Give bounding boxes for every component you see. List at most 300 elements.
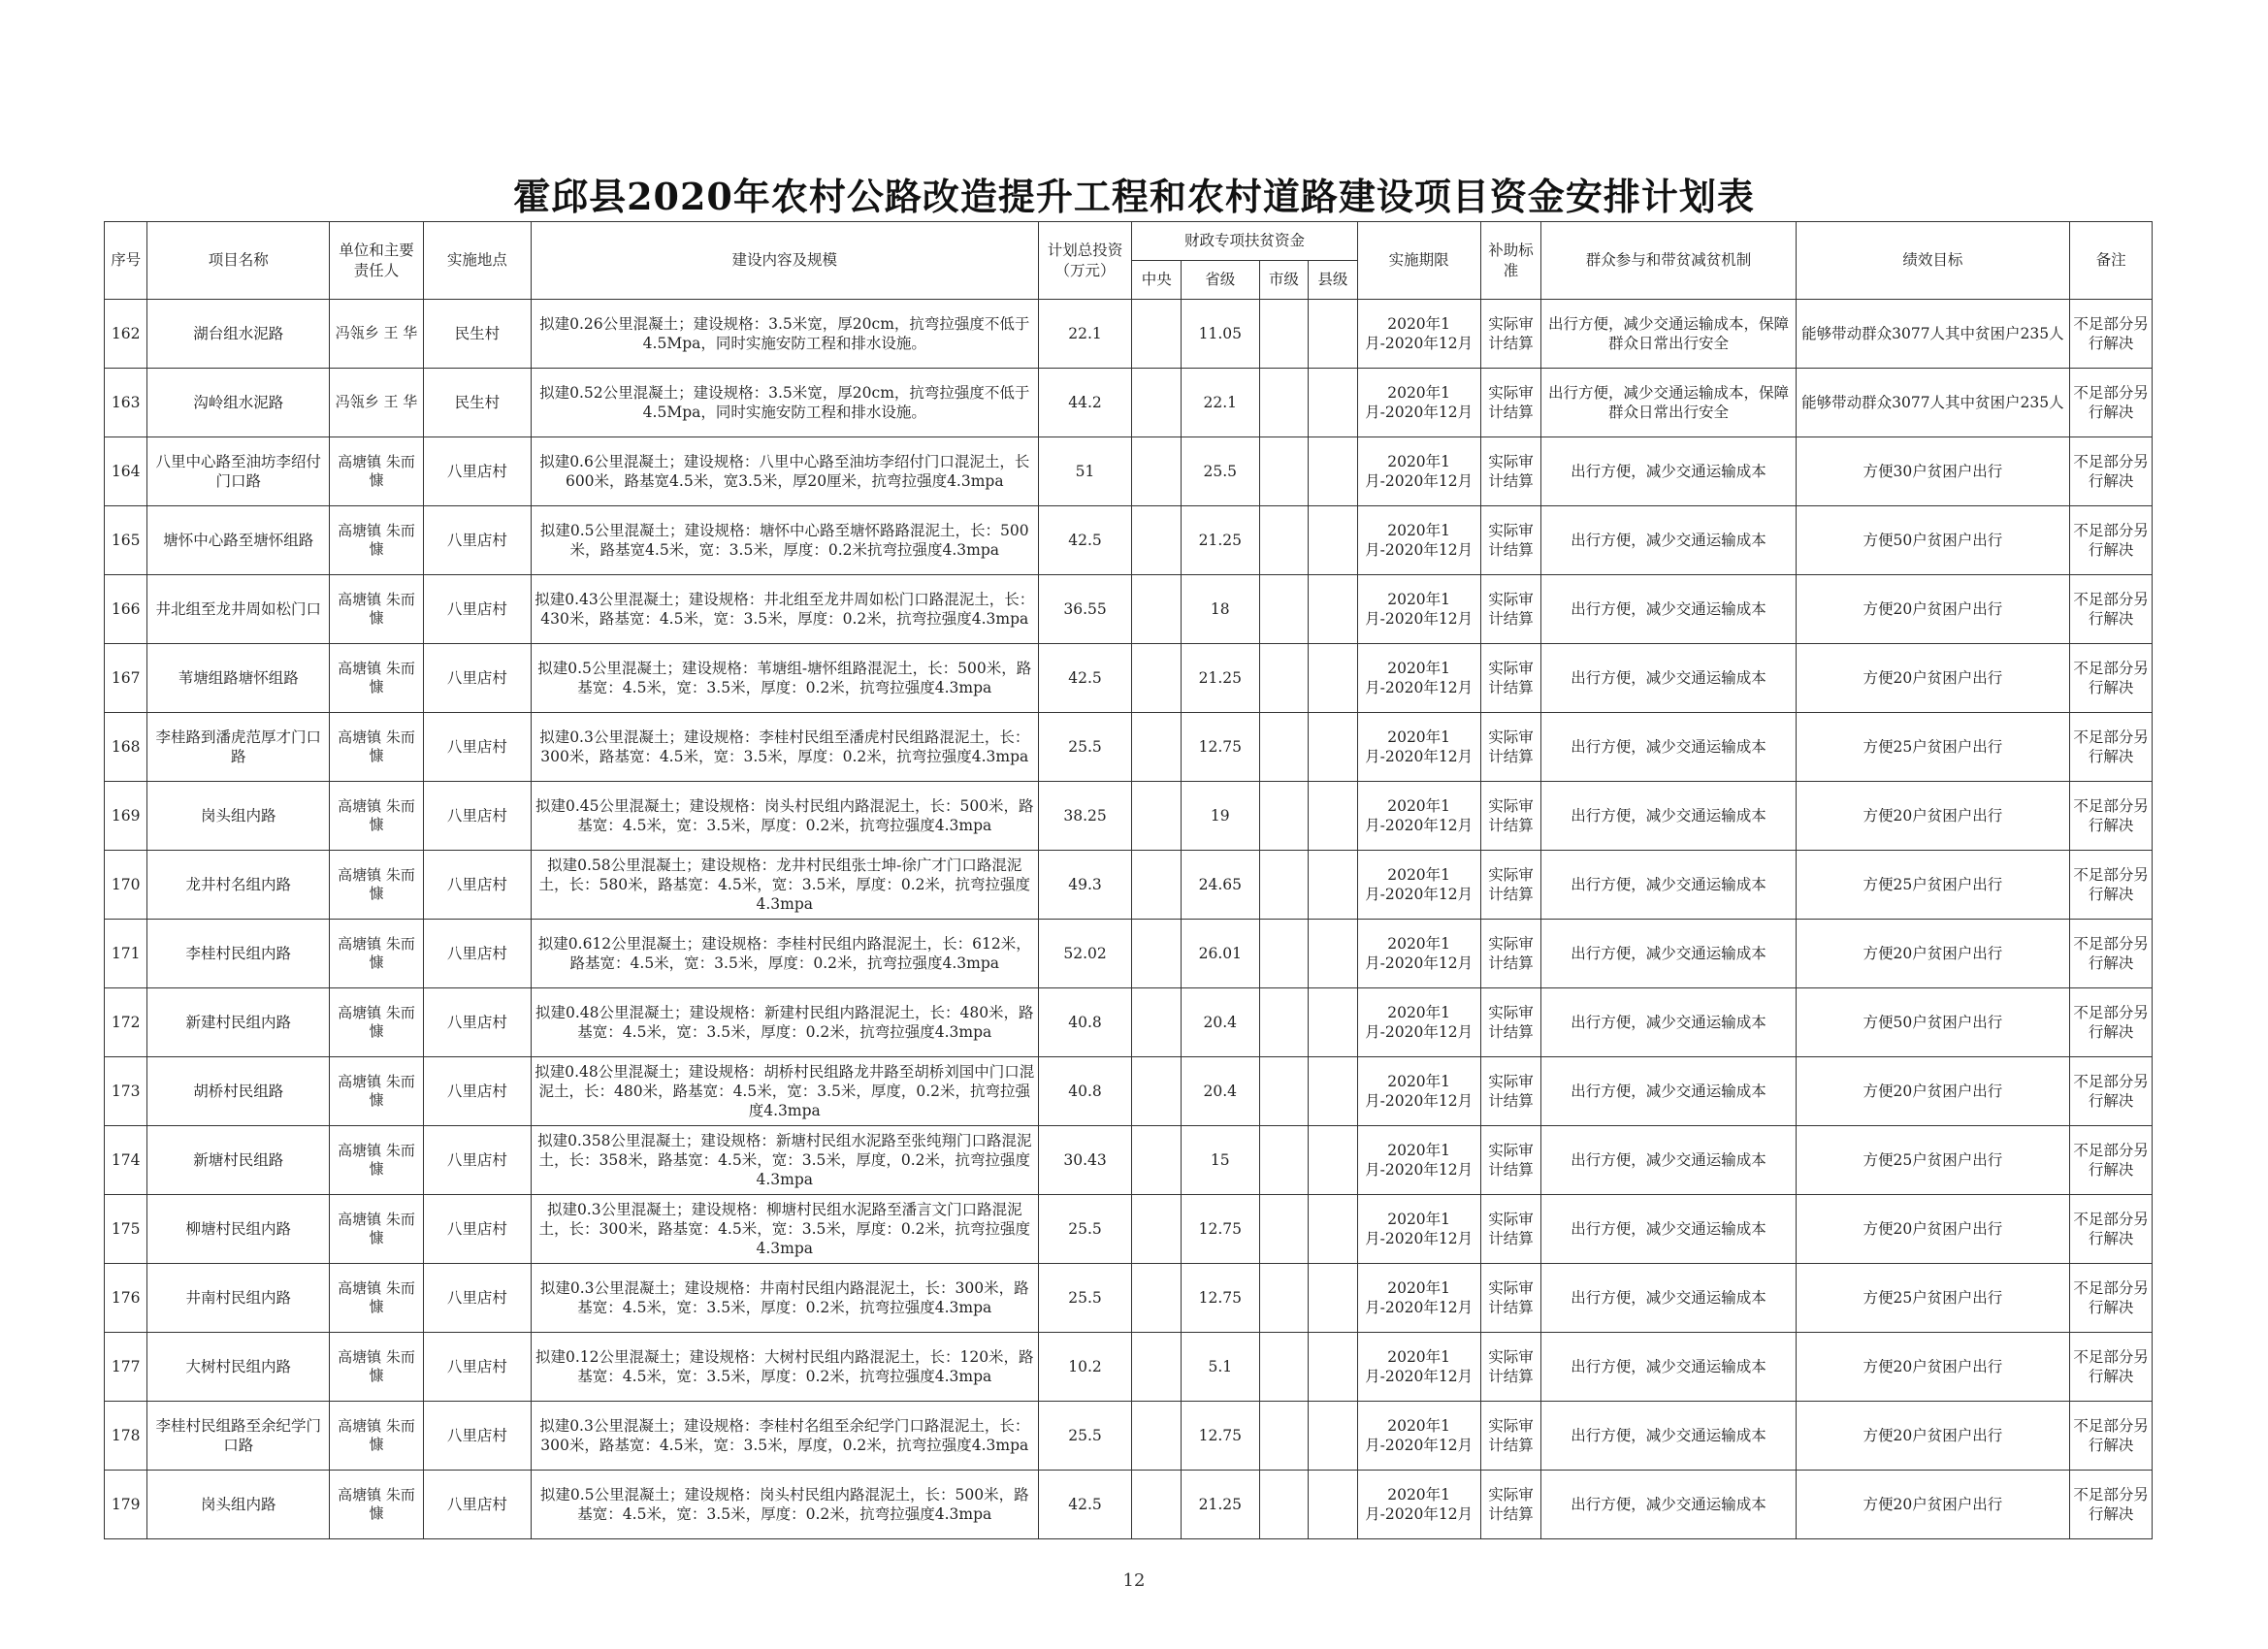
cell-remark: 不足部分另行解决 bbox=[2070, 1264, 2153, 1333]
cell-content: 拟建0.12公里混凝土；建设规格：大树村民组内路混泥土，长：120米，路基宽：4.5米，宽：3.5米，厚度：0.2米，抗弯拉强度4.3mpa bbox=[531, 1333, 1038, 1402]
table-row bbox=[105, 437, 2153, 506]
cell-performance: 方便20户贫困户出行 bbox=[1796, 1402, 2070, 1471]
cell-investment: 40.8 bbox=[1038, 1057, 1132, 1126]
cell-seq: 176 bbox=[105, 1264, 147, 1333]
header-mechanism: 群众参与和带贫减贫机制 bbox=[1541, 222, 1796, 300]
cell-fund-province: 19 bbox=[1181, 782, 1259, 851]
table-row bbox=[105, 1333, 2153, 1402]
cell-responsible-unit: 高塘镇 朱而慷 bbox=[330, 1264, 424, 1333]
cell-period: 2020年1月-2020年12月 bbox=[1357, 1333, 1480, 1402]
cell-subsidy: 实际审计结算 bbox=[1480, 300, 1541, 369]
cell-period: 2020年1月-2020年12月 bbox=[1357, 1471, 1480, 1539]
cell-fund-county bbox=[1309, 437, 1357, 506]
cell-fund-county bbox=[1309, 506, 1357, 575]
table-row bbox=[105, 851, 2153, 920]
cell-performance: 方便20户贫困户出行 bbox=[1796, 782, 2070, 851]
cell-performance: 方便25户贫困户出行 bbox=[1796, 1126, 2070, 1195]
cell-performance: 方便25户贫困户出行 bbox=[1796, 1264, 2070, 1333]
cell-responsible-unit: 高塘镇 朱而慷 bbox=[330, 988, 424, 1057]
cell-subsidy: 实际审计结算 bbox=[1480, 782, 1541, 851]
cell-responsible-unit: 高塘镇 朱而慷 bbox=[330, 1195, 424, 1264]
cell-fund-city bbox=[1259, 1126, 1308, 1195]
cell-mechanism: 出行方便，减少交通运输成本 bbox=[1541, 1402, 1796, 1471]
cell-content: 拟建0.43公里混凝土；建设规格：井北组至龙井周如松门口路混泥土，长：430米，路基宽：4.5米，宽：3.5米，厚度：0.2米，抗弯拉强度4.3mpa bbox=[531, 575, 1038, 644]
cell-fund-province: 12.75 bbox=[1181, 1195, 1259, 1264]
cell-fund-city bbox=[1259, 713, 1308, 782]
cell-content: 拟建0.3公里混凝土；建设规格：李桂村名组至余纪学门口路混泥土，长：300米，路基宽：4.5米，宽：3.5米，厚度，0.2米，抗弯拉强度4.3mpa bbox=[531, 1402, 1038, 1471]
cell-fund-city bbox=[1259, 1195, 1308, 1264]
cell-subsidy: 实际审计结算 bbox=[1480, 1402, 1541, 1471]
table-row bbox=[105, 300, 2153, 369]
cell-fund-central bbox=[1132, 1471, 1181, 1539]
cell-fund-city bbox=[1259, 1402, 1308, 1471]
table-row bbox=[105, 1057, 2153, 1126]
cell-fund-province: 12.75 bbox=[1181, 1264, 1259, 1333]
cell-fund-city bbox=[1259, 1333, 1308, 1402]
cell-period: 2020年1月-2020年12月 bbox=[1357, 437, 1480, 506]
cell-investment: 51 bbox=[1038, 437, 1132, 506]
cell-fund-central bbox=[1132, 369, 1181, 437]
cell-location: 八里店村 bbox=[423, 782, 531, 851]
cell-period: 2020年1月-2020年12月 bbox=[1357, 369, 1480, 437]
cell-seq: 177 bbox=[105, 1333, 147, 1402]
cell-responsible-unit: 高塘镇 朱而慷 bbox=[330, 1126, 424, 1195]
cell-location: 八里店村 bbox=[423, 1471, 531, 1539]
cell-fund-province: 21.25 bbox=[1181, 644, 1259, 713]
table-row bbox=[105, 782, 2153, 851]
table-row bbox=[105, 575, 2153, 644]
cell-seq: 169 bbox=[105, 782, 147, 851]
cell-subsidy: 实际审计结算 bbox=[1480, 575, 1541, 644]
cell-seq: 167 bbox=[105, 644, 147, 713]
cell-location: 八里店村 bbox=[423, 1333, 531, 1402]
cell-responsible-unit: 冯瓴乡 王 华 bbox=[330, 369, 424, 437]
cell-content: 拟建0.5公里混凝土；建设规格：塘怀中心路至塘怀路路混泥土，长：500米，路基宽4.5米，宽：3.5米，厚度：0.2米抗弯拉强度4.3mpa bbox=[531, 506, 1038, 575]
cell-responsible-unit: 高塘镇 朱而慷 bbox=[330, 782, 424, 851]
cell-location: 八里店村 bbox=[423, 1402, 531, 1471]
cell-investment: 25.5 bbox=[1038, 1264, 1132, 1333]
cell-investment: 44.2 bbox=[1038, 369, 1132, 437]
cell-project-name: 柳塘村民组内路 bbox=[147, 1195, 330, 1264]
cell-fund-central bbox=[1132, 300, 1181, 369]
cell-fund-county bbox=[1309, 988, 1357, 1057]
cell-location: 八里店村 bbox=[423, 713, 531, 782]
cell-seq: 170 bbox=[105, 851, 147, 920]
cell-remark: 不足部分另行解决 bbox=[2070, 1126, 2153, 1195]
cell-project-name: 湖台组水泥路 bbox=[147, 300, 330, 369]
cell-fund-central bbox=[1132, 1195, 1181, 1264]
cell-content: 拟建0.58公里混凝土；建设规格：龙井村民组张士坤-徐广才门口路混泥土，长：580米，路基宽：4.5米，宽：3.5米，厚度：0.2米，抗弯拉强度4.3mpa bbox=[531, 851, 1038, 920]
cell-fund-county bbox=[1309, 851, 1357, 920]
cell-investment: 40.8 bbox=[1038, 988, 1132, 1057]
cell-fund-central bbox=[1132, 506, 1181, 575]
table-row bbox=[105, 1126, 2153, 1195]
cell-fund-county bbox=[1309, 920, 1357, 988]
cell-project-name: 岗头组内路 bbox=[147, 1471, 330, 1539]
header-subsidy: 补助标准 bbox=[1480, 222, 1541, 300]
cell-responsible-unit: 高塘镇 朱而慷 bbox=[330, 644, 424, 713]
cell-project-name: 李桂村民组内路 bbox=[147, 920, 330, 988]
cell-performance: 方便25户贫困户出行 bbox=[1796, 851, 2070, 920]
cell-seq: 171 bbox=[105, 920, 147, 988]
cell-performance: 方便20户贫困户出行 bbox=[1796, 1471, 2070, 1539]
cell-content: 拟建0.3公里混凝土；建设规格：柳塘村民组水泥路至潘言文门口路混泥土，长：300米，路基宽：4.5米，宽：3.5米，厚度：0.2米，抗弯拉强度4.3mpa bbox=[531, 1195, 1038, 1264]
cell-investment: 42.5 bbox=[1038, 1471, 1132, 1539]
cell-content: 拟建0.5公里混凝土；建设规格：苇塘组-塘怀组路混泥土，长：500米，路基宽：4.5米，宽：3.5米，厚度：0.2米，抗弯拉强度4.3mpa bbox=[531, 644, 1038, 713]
cell-mechanism: 出行方便，减少交通运输成本 bbox=[1541, 1264, 1796, 1333]
cell-seq: 173 bbox=[105, 1057, 147, 1126]
cell-remark: 不足部分另行解决 bbox=[2070, 300, 2153, 369]
cell-remark: 不足部分另行解决 bbox=[2070, 851, 2153, 920]
cell-mechanism: 出行方便，减少交通运输成本 bbox=[1541, 851, 1796, 920]
cell-subsidy: 实际审计结算 bbox=[1480, 1057, 1541, 1126]
cell-remark: 不足部分另行解决 bbox=[2070, 644, 2153, 713]
cell-performance: 方便25户贫困户出行 bbox=[1796, 713, 2070, 782]
cell-fund-province: 18 bbox=[1181, 575, 1259, 644]
cell-period: 2020年1月-2020年12月 bbox=[1357, 1264, 1480, 1333]
cell-period: 2020年1月-2020年12月 bbox=[1357, 1126, 1480, 1195]
cell-project-name: 李桂路到潘虎范厚才门口路 bbox=[147, 713, 330, 782]
cell-project-name: 李桂村民组路至余纪学门口路 bbox=[147, 1402, 330, 1471]
cell-fund-province: 12.75 bbox=[1181, 1402, 1259, 1471]
cell-mechanism: 出行方便，减少交通运输成本 bbox=[1541, 575, 1796, 644]
cell-period: 2020年1月-2020年12月 bbox=[1357, 988, 1480, 1057]
cell-fund-city bbox=[1259, 1264, 1308, 1333]
cell-project-name: 大树村民组内路 bbox=[147, 1333, 330, 1402]
cell-project-name: 井北组至龙井周如松门口 bbox=[147, 575, 330, 644]
cell-seq: 164 bbox=[105, 437, 147, 506]
cell-fund-county bbox=[1309, 1471, 1357, 1539]
cell-responsible-unit: 高塘镇 朱而慷 bbox=[330, 713, 424, 782]
cell-subsidy: 实际审计结算 bbox=[1480, 1264, 1541, 1333]
cell-mechanism: 出行方便，减少交通运输成本 bbox=[1541, 713, 1796, 782]
cell-fund-central bbox=[1132, 575, 1181, 644]
cell-period: 2020年1月-2020年12月 bbox=[1357, 644, 1480, 713]
cell-mechanism: 出行方便，减少交通运输成本 bbox=[1541, 437, 1796, 506]
cell-fund-province: 11.05 bbox=[1181, 300, 1259, 369]
cell-remark: 不足部分另行解决 bbox=[2070, 782, 2153, 851]
cell-content: 拟建0.5公里混凝土；建设规格：岗头村民组内路混泥土，长：500米，路基宽：4.5米，宽：3.5米，厚度：0.2米，抗弯拉强度4.3mpa bbox=[531, 1471, 1038, 1539]
cell-fund-city bbox=[1259, 1471, 1308, 1539]
cell-subsidy: 实际审计结算 bbox=[1480, 988, 1541, 1057]
cell-seq: 178 bbox=[105, 1402, 147, 1471]
header-fund-province: 省级 bbox=[1181, 261, 1259, 300]
cell-fund-city bbox=[1259, 506, 1308, 575]
cell-fund-central bbox=[1132, 1264, 1181, 1333]
header-content: 建设内容及规模 bbox=[531, 222, 1038, 300]
cell-fund-province: 20.4 bbox=[1181, 988, 1259, 1057]
cell-mechanism: 出行方便，减少交通运输成本 bbox=[1541, 506, 1796, 575]
header-fund-group: 财政专项扶贫资金 bbox=[1132, 222, 1357, 261]
cell-fund-central bbox=[1132, 437, 1181, 506]
cell-content: 拟建0.45公里混凝土；建设规格：岗头村民组内路混泥土，长：500米，路基宽：4.5米，宽：3.5米，厚度：0.2米，抗弯拉强度4.3mpa bbox=[531, 782, 1038, 851]
cell-remark: 不足部分另行解决 bbox=[2070, 575, 2153, 644]
cell-period: 2020年1月-2020年12月 bbox=[1357, 851, 1480, 920]
cell-period: 2020年1月-2020年12月 bbox=[1357, 1057, 1480, 1126]
cell-fund-province: 24.65 bbox=[1181, 851, 1259, 920]
cell-fund-central bbox=[1132, 988, 1181, 1057]
cell-location: 八里店村 bbox=[423, 575, 531, 644]
cell-seq: 174 bbox=[105, 1126, 147, 1195]
header-location: 实施地点 bbox=[423, 222, 531, 300]
cell-project-name: 岗头组内路 bbox=[147, 782, 330, 851]
cell-remark: 不足部分另行解决 bbox=[2070, 1471, 2153, 1539]
cell-fund-county bbox=[1309, 1057, 1357, 1126]
cell-subsidy: 实际审计结算 bbox=[1480, 920, 1541, 988]
cell-remark: 不足部分另行解决 bbox=[2070, 1195, 2153, 1264]
cell-fund-city bbox=[1259, 369, 1308, 437]
header-investment: 计划总投资（万元） bbox=[1038, 222, 1132, 300]
cell-fund-county bbox=[1309, 1195, 1357, 1264]
page-number: 12 bbox=[1122, 1570, 1146, 1591]
cell-seq: 172 bbox=[105, 988, 147, 1057]
cell-fund-county bbox=[1309, 1126, 1357, 1195]
cell-project-name: 塘怀中心路至塘怀组路 bbox=[147, 506, 330, 575]
header-project-name: 项目名称 bbox=[147, 222, 330, 300]
table-row bbox=[105, 920, 2153, 988]
cell-project-name: 龙井村名组内路 bbox=[147, 851, 330, 920]
cell-project-name: 胡桥村民组路 bbox=[147, 1057, 330, 1126]
cell-mechanism: 出行方便，减少交通运输成本 bbox=[1541, 1057, 1796, 1126]
cell-subsidy: 实际审计结算 bbox=[1480, 644, 1541, 713]
cell-investment: 38.25 bbox=[1038, 782, 1132, 851]
cell-location: 八里店村 bbox=[423, 1057, 531, 1126]
cell-responsible-unit: 高塘镇 朱而慷 bbox=[330, 920, 424, 988]
cell-project-name: 新塘村民组路 bbox=[147, 1126, 330, 1195]
cell-period: 2020年1月-2020年12月 bbox=[1357, 713, 1480, 782]
cell-period: 2020年1月-2020年12月 bbox=[1357, 300, 1480, 369]
cell-content: 拟建0.3公里混凝土；建设规格：李桂村民组至潘虎村民组路混泥土，长：300米，路基宽：4.5米，宽：3.5米，厚度：0.2米，抗弯拉强度4.3mpa bbox=[531, 713, 1038, 782]
header-fund-city: 市级 bbox=[1259, 261, 1308, 300]
cell-subsidy: 实际审计结算 bbox=[1480, 1471, 1541, 1539]
cell-responsible-unit: 高塘镇 朱而慷 bbox=[330, 1471, 424, 1539]
cell-remark: 不足部分另行解决 bbox=[2070, 713, 2153, 782]
cell-fund-province: 12.75 bbox=[1181, 713, 1259, 782]
cell-performance: 方便50户贫困户出行 bbox=[1796, 506, 2070, 575]
cell-content: 拟建0.48公里混凝土；建设规格：胡桥村民组路龙井路至胡桥刘国中门口混泥土，长：480米，路基宽：4.5米，宽：3.5米，厚度，0.2米，抗弯拉强度4.3mpa bbox=[531, 1057, 1038, 1126]
cell-performance: 能够带动群众3077人其中贫困户235人 bbox=[1796, 300, 2070, 369]
cell-fund-county bbox=[1309, 713, 1357, 782]
cell-fund-central bbox=[1132, 851, 1181, 920]
cell-fund-city bbox=[1259, 920, 1308, 988]
cell-mechanism: 出行方便，减少交通运输成本 bbox=[1541, 1333, 1796, 1402]
cell-content: 拟建0.358公里混凝土；建设规格：新塘村民组水泥路至张纯翔门口路混泥土，长：358米，路基宽：4.5米，宽：3.5米，厚度，0.2米，抗弯拉强度4.3mpa bbox=[531, 1126, 1038, 1195]
header-fund-central: 中央 bbox=[1132, 261, 1181, 300]
cell-remark: 不足部分另行解决 bbox=[2070, 1402, 2153, 1471]
cell-mechanism: 出行方便，减少交通运输成本 bbox=[1541, 1471, 1796, 1539]
cell-project-name: 井南村民组内路 bbox=[147, 1264, 330, 1333]
table-row bbox=[105, 1402, 2153, 1471]
cell-fund-city bbox=[1259, 782, 1308, 851]
cell-investment: 42.5 bbox=[1038, 506, 1132, 575]
table-row bbox=[105, 369, 2153, 437]
cell-mechanism: 出行方便，减少交通运输成本 bbox=[1541, 1126, 1796, 1195]
cell-fund-central bbox=[1132, 1126, 1181, 1195]
cell-remark: 不足部分另行解决 bbox=[2070, 1333, 2153, 1402]
table-row bbox=[105, 1471, 2153, 1539]
cell-fund-county bbox=[1309, 300, 1357, 369]
cell-fund-central bbox=[1132, 1333, 1181, 1402]
cell-subsidy: 实际审计结算 bbox=[1480, 369, 1541, 437]
cell-performance: 方便50户贫困户出行 bbox=[1796, 988, 2070, 1057]
project-plan-table bbox=[104, 221, 2153, 1539]
cell-location: 八里店村 bbox=[423, 1126, 531, 1195]
cell-fund-county bbox=[1309, 1402, 1357, 1471]
cell-investment: 42.5 bbox=[1038, 644, 1132, 713]
cell-location: 八里店村 bbox=[423, 1264, 531, 1333]
table-row bbox=[105, 1264, 2153, 1333]
cell-content: 拟建0.612公里混凝土；建设规格：李桂村民组内路混泥土，长：612米，路基宽：4.5米，宽：3.5米，厚度：0.2米，抗弯拉强度4.3mpa bbox=[531, 920, 1038, 988]
cell-subsidy: 实际审计结算 bbox=[1480, 1126, 1541, 1195]
cell-performance: 能够带动群众3077人其中贫困户235人 bbox=[1796, 369, 2070, 437]
cell-investment: 25.5 bbox=[1038, 1402, 1132, 1471]
cell-subsidy: 实际审计结算 bbox=[1480, 1333, 1541, 1402]
cell-mechanism: 出行方便，减少交通运输成本，保障群众日常出行安全 bbox=[1541, 369, 1796, 437]
header-responsible-unit: 单位和主要责任人 bbox=[330, 222, 424, 300]
cell-fund-city bbox=[1259, 437, 1308, 506]
cell-performance: 方便20户贫困户出行 bbox=[1796, 575, 2070, 644]
cell-fund-province: 26.01 bbox=[1181, 920, 1259, 988]
cell-location: 八里店村 bbox=[423, 644, 531, 713]
cell-mechanism: 出行方便，减少交通运输成本 bbox=[1541, 782, 1796, 851]
cell-fund-city bbox=[1259, 644, 1308, 713]
cell-fund-central bbox=[1132, 782, 1181, 851]
table-row bbox=[105, 988, 2153, 1057]
cell-location: 民生村 bbox=[423, 300, 531, 369]
cell-project-name: 八里中心路至油坊李绍付门口路 bbox=[147, 437, 330, 506]
cell-period: 2020年1月-2020年12月 bbox=[1357, 920, 1480, 988]
cell-performance: 方便20户贫困户出行 bbox=[1796, 920, 2070, 988]
cell-fund-city bbox=[1259, 575, 1308, 644]
cell-location: 八里店村 bbox=[423, 851, 531, 920]
table-row bbox=[105, 713, 2153, 782]
cell-seq: 166 bbox=[105, 575, 147, 644]
cell-fund-province: 21.25 bbox=[1181, 1471, 1259, 1539]
cell-subsidy: 实际审计结算 bbox=[1480, 437, 1541, 506]
cell-fund-county bbox=[1309, 369, 1357, 437]
cell-seq: 165 bbox=[105, 506, 147, 575]
table-row bbox=[105, 506, 2153, 575]
cell-location: 八里店村 bbox=[423, 1195, 531, 1264]
cell-fund-county bbox=[1309, 644, 1357, 713]
cell-content: 拟建0.52公里混凝土；建设规格：3.5米宽，厚20cm，抗弯拉强度不低于4.5Mpa，同时实施安防工程和排水设施。 bbox=[531, 369, 1038, 437]
cell-seq: 175 bbox=[105, 1195, 147, 1264]
cell-mechanism: 出行方便，减少交通运输成本 bbox=[1541, 644, 1796, 713]
cell-fund-province: 21.25 bbox=[1181, 506, 1259, 575]
cell-responsible-unit: 高塘镇 朱而慷 bbox=[330, 437, 424, 506]
cell-content: 拟建0.48公里混凝土；建设规格：新建村民组内路混泥土，长：480米，路基宽：4.5米，宽：3.5米，厚度：0.2米，抗弯拉强度4.3mpa bbox=[531, 988, 1038, 1057]
cell-subsidy: 实际审计结算 bbox=[1480, 1195, 1541, 1264]
cell-fund-county bbox=[1309, 1333, 1357, 1402]
cell-responsible-unit: 高塘镇 朱而慷 bbox=[330, 1402, 424, 1471]
cell-project-name: 新建村民组内路 bbox=[147, 988, 330, 1057]
cell-seq: 179 bbox=[105, 1471, 147, 1539]
cell-mechanism: 出行方便，减少交通运输成本 bbox=[1541, 1195, 1796, 1264]
cell-fund-county bbox=[1309, 575, 1357, 644]
cell-remark: 不足部分另行解决 bbox=[2070, 506, 2153, 575]
cell-remark: 不足部分另行解决 bbox=[2070, 437, 2153, 506]
cell-subsidy: 实际审计结算 bbox=[1480, 506, 1541, 575]
cell-fund-province: 22.1 bbox=[1181, 369, 1259, 437]
cell-project-name: 沟岭组水泥路 bbox=[147, 369, 330, 437]
table-row bbox=[105, 644, 2153, 713]
cell-performance: 方便20户贫困户出行 bbox=[1796, 644, 2070, 713]
cell-responsible-unit: 高塘镇 朱而慷 bbox=[330, 506, 424, 575]
cell-remark: 不足部分另行解决 bbox=[2070, 920, 2153, 988]
cell-content: 拟建0.26公里混凝土；建设规格：3.5米宽，厚20cm，抗弯拉强度不低于4.5Mpa，同时实施安防工程和排水设施。 bbox=[531, 300, 1038, 369]
cell-fund-central bbox=[1132, 1057, 1181, 1126]
cell-performance: 方便20户贫困户出行 bbox=[1796, 1195, 2070, 1264]
header-remark: 备注 bbox=[2070, 222, 2153, 300]
cell-fund-city bbox=[1259, 988, 1308, 1057]
cell-fund-central bbox=[1132, 920, 1181, 988]
cell-responsible-unit: 冯瓴乡 王 华 bbox=[330, 300, 424, 369]
cell-responsible-unit: 高塘镇 朱而慷 bbox=[330, 1057, 424, 1126]
cell-fund-county bbox=[1309, 782, 1357, 851]
cell-investment: 22.1 bbox=[1038, 300, 1132, 369]
cell-fund-central bbox=[1132, 644, 1181, 713]
cell-fund-central bbox=[1132, 713, 1181, 782]
cell-investment: 52.02 bbox=[1038, 920, 1132, 988]
cell-mechanism: 出行方便，减少交通运输成本，保障群众日常出行安全 bbox=[1541, 300, 1796, 369]
cell-performance: 方便20户贫困户出行 bbox=[1796, 1057, 2070, 1126]
cell-location: 八里店村 bbox=[423, 506, 531, 575]
cell-subsidy: 实际审计结算 bbox=[1480, 851, 1541, 920]
cell-fund-central bbox=[1132, 1402, 1181, 1471]
cell-fund-county bbox=[1309, 1264, 1357, 1333]
cell-investment: 36.55 bbox=[1038, 575, 1132, 644]
table-body bbox=[105, 300, 2153, 1539]
cell-seq: 163 bbox=[105, 369, 147, 437]
page-title: 霍邱县2020年农村公路改造提升工程和农村道路建设项目资金安排计划表 bbox=[513, 175, 1755, 218]
cell-fund-city bbox=[1259, 1057, 1308, 1126]
cell-location: 民生村 bbox=[423, 369, 531, 437]
cell-fund-province: 20.4 bbox=[1181, 1057, 1259, 1126]
cell-responsible-unit: 高塘镇 朱而慷 bbox=[330, 575, 424, 644]
cell-period: 2020年1月-2020年12月 bbox=[1357, 1195, 1480, 1264]
cell-mechanism: 出行方便，减少交通运输成本 bbox=[1541, 988, 1796, 1057]
cell-period: 2020年1月-2020年12月 bbox=[1357, 782, 1480, 851]
cell-location: 八里店村 bbox=[423, 988, 531, 1057]
cell-period: 2020年1月-2020年12月 bbox=[1357, 1402, 1480, 1471]
cell-content: 拟建0.3公里混凝土；建设规格：井南村民组内路混泥土，长：300米，路基宽：4.5米，宽：3.5米，厚度：0.2米，抗弯拉强度4.3mpa bbox=[531, 1264, 1038, 1333]
cell-location: 八里店村 bbox=[423, 920, 531, 988]
cell-mechanism: 出行方便，减少交通运输成本 bbox=[1541, 920, 1796, 988]
cell-fund-province: 5.1 bbox=[1181, 1333, 1259, 1402]
cell-investment: 10.2 bbox=[1038, 1333, 1132, 1402]
cell-fund-city bbox=[1259, 300, 1308, 369]
cell-investment: 49.3 bbox=[1038, 851, 1132, 920]
cell-content: 拟建0.6公里混凝土；建设规格：八里中心路至油坊李绍付门口混泥土，长600米，路基宽4.5米，宽3.5米，厚20厘米，抗弯拉强度4.3mpa bbox=[531, 437, 1038, 506]
cell-project-name: 苇塘组路塘怀组路 bbox=[147, 644, 330, 713]
cell-seq: 168 bbox=[105, 713, 147, 782]
cell-fund-city bbox=[1259, 851, 1308, 920]
header-seq: 序号 bbox=[105, 222, 147, 300]
cell-investment: 25.5 bbox=[1038, 713, 1132, 782]
cell-investment: 30.43 bbox=[1038, 1126, 1132, 1195]
cell-remark: 不足部分另行解决 bbox=[2070, 988, 2153, 1057]
header-period: 实施期限 bbox=[1357, 222, 1480, 300]
cell-location: 八里店村 bbox=[423, 437, 531, 506]
header-performance: 绩效目标 bbox=[1796, 222, 2070, 300]
cell-period: 2020年1月-2020年12月 bbox=[1357, 575, 1480, 644]
cell-fund-province: 25.5 bbox=[1181, 437, 1259, 506]
cell-responsible-unit: 高塘镇 朱而慷 bbox=[330, 851, 424, 920]
cell-remark: 不足部分另行解决 bbox=[2070, 1057, 2153, 1126]
cell-responsible-unit: 高塘镇 朱而慷 bbox=[330, 1333, 424, 1402]
table-row bbox=[105, 1195, 2153, 1264]
cell-fund-province: 15 bbox=[1181, 1126, 1259, 1195]
